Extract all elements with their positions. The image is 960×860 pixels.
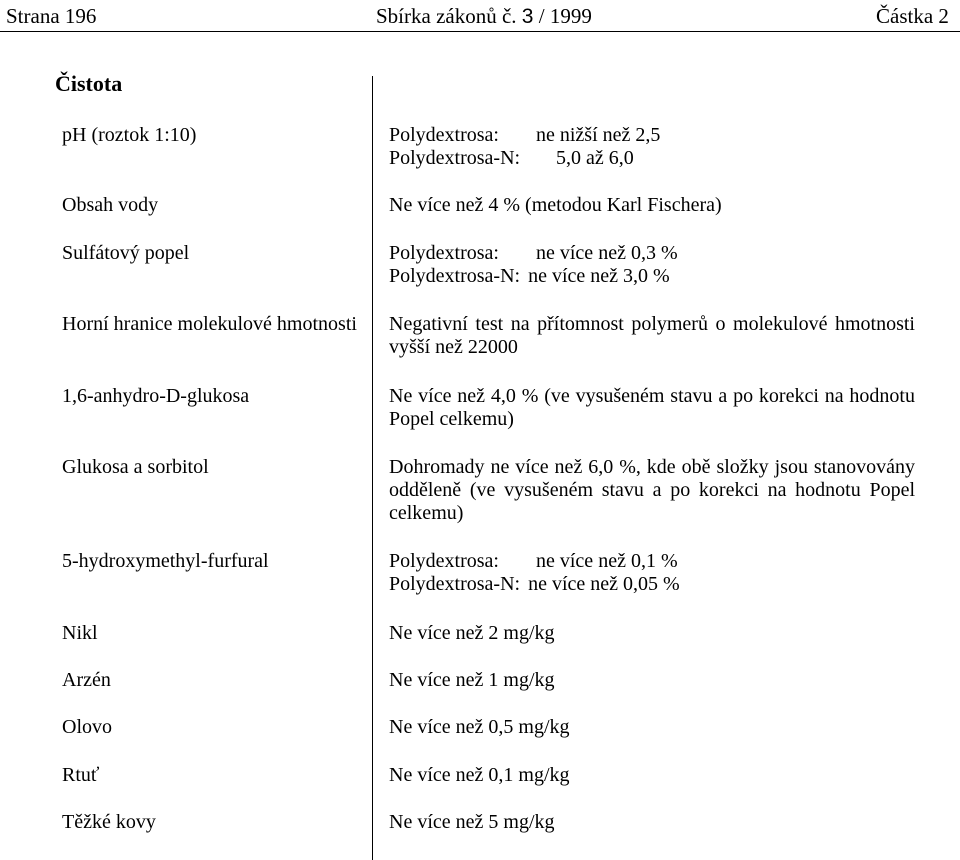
row-label-glucose-sorbitol: Glukosa a sorbitol	[62, 456, 209, 478]
value-text: ne více než 3,0 %	[528, 265, 670, 287]
collection-number: 3	[521, 5, 534, 28]
row-label-ph: pH (roztok 1:10)	[62, 124, 197, 146]
section-title: Čistota	[55, 71, 123, 96]
row-label-hmf: 5-hydroxymethyl-furfural	[62, 550, 269, 572]
collection-reference	[376, 4, 592, 29]
page-number: Strana 196	[6, 4, 97, 28]
value-key: Polydextrosa:	[389, 242, 499, 264]
row-value-hmf	[389, 550, 915, 596]
value-key: Polydextrosa:	[389, 550, 499, 572]
value-text: ne nižší než 2,5	[536, 124, 661, 146]
row-value-nickel: Ne více než 2 mg/kg	[389, 622, 555, 644]
value-key: Polydextrosa:	[389, 124, 499, 146]
collection-prefix: Sbírka zákonů č.	[376, 4, 522, 28]
header-divider	[0, 31, 960, 32]
value-text: ne více než 0,1 %	[536, 550, 678, 572]
column-divider	[372, 76, 373, 860]
row-label-water: Obsah vody	[62, 194, 159, 216]
value-key: Polydextrosa-N:	[389, 147, 521, 169]
value-text: ne více než 0,05 %	[528, 573, 680, 595]
row-label-anhydroglucose: 1,6-anhydro-D-glukosa	[62, 385, 250, 407]
part-number: Částka 2	[876, 4, 949, 28]
row-label-heavy-metals: Těžké kovy	[62, 811, 156, 833]
value-text: 5,0 až 6,0	[556, 147, 634, 169]
row-label-arsenic: Arzén	[62, 669, 111, 691]
row-value-molecular-weight: Negativní test na přítomnost polymerů o molekulové hmotnosti vyšší než 22000	[389, 313, 915, 358]
value-key: Polydextrosa-N:	[389, 265, 521, 287]
row-value-sulfate-ash	[389, 242, 915, 288]
row-label-molecular-weight: Horní hranice molekulové hmotnosti	[62, 313, 357, 335]
row-value-arsenic: Ne více než 1 mg/kg	[389, 669, 555, 691]
value-key: Polydextrosa-N:	[389, 573, 521, 595]
row-value-mercury: Ne více než 0,1 mg/kg	[389, 764, 570, 786]
row-label-lead: Olovo	[62, 716, 112, 738]
row-label-mercury: Rtuť	[62, 764, 100, 786]
row-value-glucose-sorbitol: Dohromady ne více než 6,0 %, kde obě složky jsou stanovovány odděleně (ve vysušeném stavu a po korekci na hodnotu Popel celkemu)	[389, 456, 915, 524]
row-value-water: Ne více než 4 % (metodou Karl Fischera)	[389, 194, 722, 216]
row-value-anhydroglucose: Ne více než 4,0 % (ve vysušeném stavu a po korekci na hodnotu Popel celkemu)	[389, 385, 915, 430]
collection-year: / 1999	[533, 4, 592, 28]
row-value-lead: Ne více než 0,5 mg/kg	[389, 716, 570, 738]
row-value-heavy-metals: Ne více než 5 mg/kg	[389, 811, 555, 833]
row-label-sulfate-ash: Sulfátový popel	[62, 242, 190, 264]
row-value-ph	[389, 124, 915, 170]
value-text: ne více než 0,3 %	[536, 242, 678, 264]
row-label-nickel: Nikl	[62, 622, 98, 644]
